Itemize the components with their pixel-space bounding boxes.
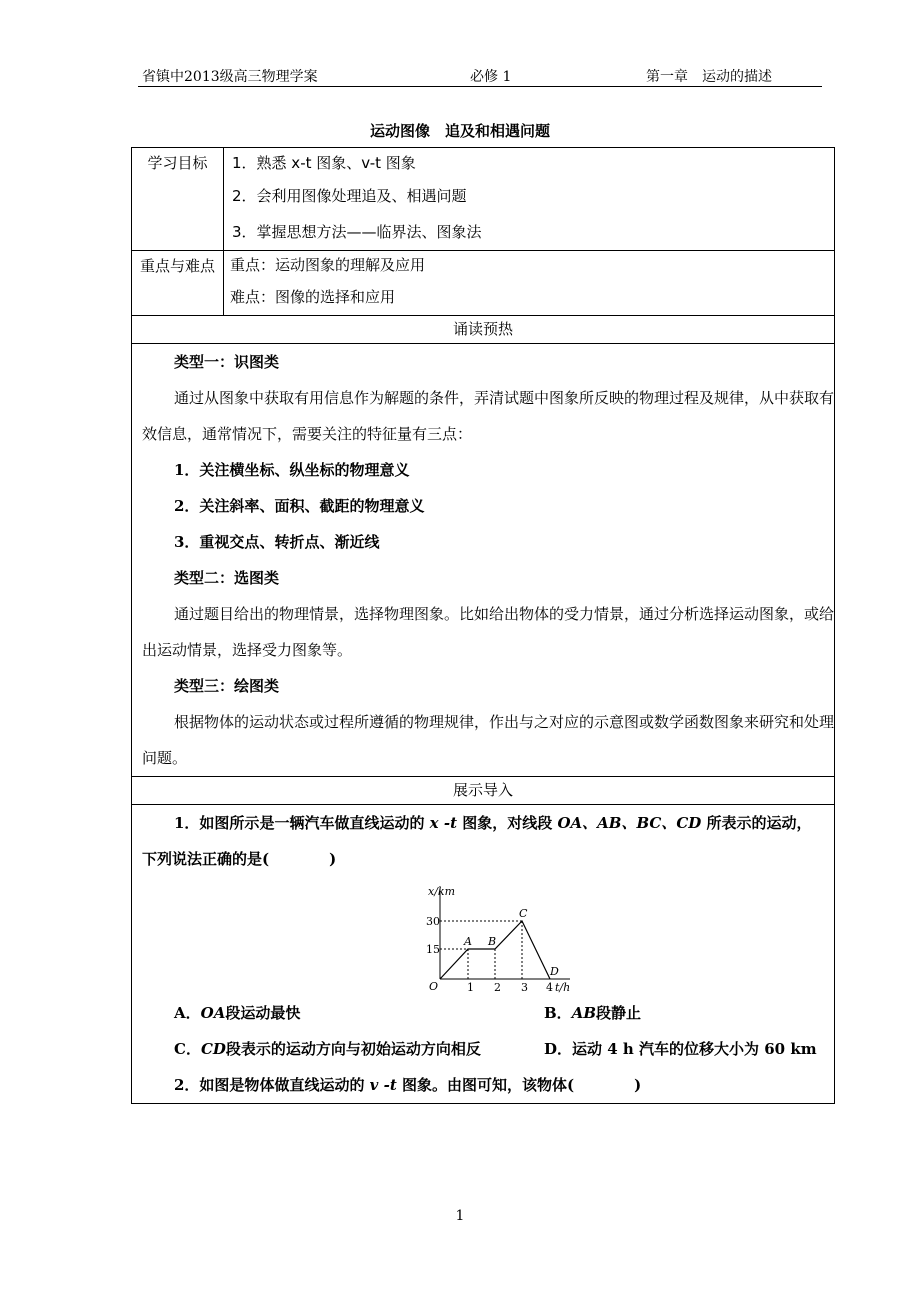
section2-heading-row <box>132 777 835 805</box>
type3-title: 类型三：绘图类 <box>174 677 280 695</box>
y-axis-label: x/km <box>428 885 456 898</box>
header-right: 第一章 运动的描述 <box>646 69 772 85</box>
section2-body-row <box>132 805 835 1104</box>
point-label: D <box>550 965 559 978</box>
x-tick-label: 1 <box>467 981 474 994</box>
y-tick-label: 30 <box>426 915 440 928</box>
page-title: 运动图像 追及和相遇问题 <box>369 122 550 140</box>
section1-heading: 诵读预热 <box>132 316 835 344</box>
point-item: 2．关注斜率、面积、截距的物理意义 <box>174 497 425 515</box>
type1-title: 类型一：识图类 <box>174 353 280 371</box>
options-row-1 <box>132 995 834 1031</box>
point-item: 1．关注横坐标、纵坐标的物理意义 <box>174 461 410 479</box>
type2-title: 类型二：选图类 <box>174 569 280 587</box>
keypoints-content <box>224 251 835 316</box>
section1-heading-row <box>132 316 835 344</box>
goal-item: 2．会利用图像处理追及、相遇问题 <box>232 187 467 205</box>
xt-graph <box>400 877 580 995</box>
type2-text: 通过题目给出的物理情景，选择物理图象。比如给出物体的受力情景，通过分析选择运动图象，或给出运动情景，选择受力图象等。 <box>142 605 835 659</box>
point-item: 3．重视交点、转折点、渐近线 <box>174 533 380 551</box>
question-1-prompt: 下列说法正确的是( ) <box>142 850 337 868</box>
option-a[interactable]: A．OA段运动最快 <box>174 1004 301 1022</box>
x-axis-label: t/h <box>555 981 571 994</box>
page-number: 1 <box>455 1208 465 1224</box>
option-c[interactable]: C．CD段表示的运动方向与初始运动方向相反 <box>174 1040 481 1058</box>
type1-text: 通过从图象中获取有用信息作为解题的条件，弄清试题中图象所反映的物理过程及规律，从中获取有效信息，通常情况下，需要关注的特征量有三点： <box>142 389 835 443</box>
goal-item: 1．熟悉 x-t 图象、v-t 图象 <box>232 154 416 172</box>
x-tick-label: 3 <box>521 981 528 994</box>
point-label: A <box>464 935 472 948</box>
difficulty-text: 难点：图像的选择和应用 <box>230 288 396 306</box>
page-header <box>138 64 822 87</box>
section1-body-row <box>132 344 835 777</box>
question-2: 2．如图是物体做直线运动的 v -t 图象。由图可知，该物体( ) <box>174 1076 642 1094</box>
x-tick-label: 2 <box>494 981 501 994</box>
goals-label: 学习目标 <box>132 148 224 251</box>
goals-row <box>132 148 835 251</box>
point-label: B <box>488 935 497 948</box>
question-1: 1．如图所示是一辆汽车做直线运动的 x -t 图象，对线段 OA、AB、BC、CD 所表示的运动， <box>174 814 812 832</box>
keypoints-label: 重点与难点 <box>132 251 224 316</box>
x-tick-label: 4 <box>546 981 553 994</box>
goals-content <box>224 148 835 251</box>
header-center: 必修 1 <box>470 69 512 85</box>
type3-text: 根据物体的运动状态或过程所遵循的物理规律，作出与之对应的示意图或数学函数图象来研究和处理问题。 <box>142 713 835 767</box>
worksheet-table <box>131 147 835 1104</box>
keypoints-row <box>132 251 835 316</box>
section2-heading: 展示导入 <box>132 777 835 805</box>
option-b[interactable]: B．AB段静止 <box>544 1004 642 1022</box>
section1-body <box>132 344 835 777</box>
option-d[interactable]: D．运动 4 h 汽车的位移大小为 60 km <box>544 1040 817 1058</box>
y-tick-label: 15 <box>426 943 440 956</box>
header-left: 省镇中2013级高三物理学案 <box>142 69 318 85</box>
focus-text: 重点：运动图象的理解及应用 <box>230 256 426 274</box>
section2-body <box>132 805 835 1104</box>
point-label: C <box>519 907 528 920</box>
options-row-2 <box>132 1031 834 1067</box>
goal-item: 3．掌握思想方法——临界法、图象法 <box>232 223 482 241</box>
origin-label: O <box>429 980 439 993</box>
